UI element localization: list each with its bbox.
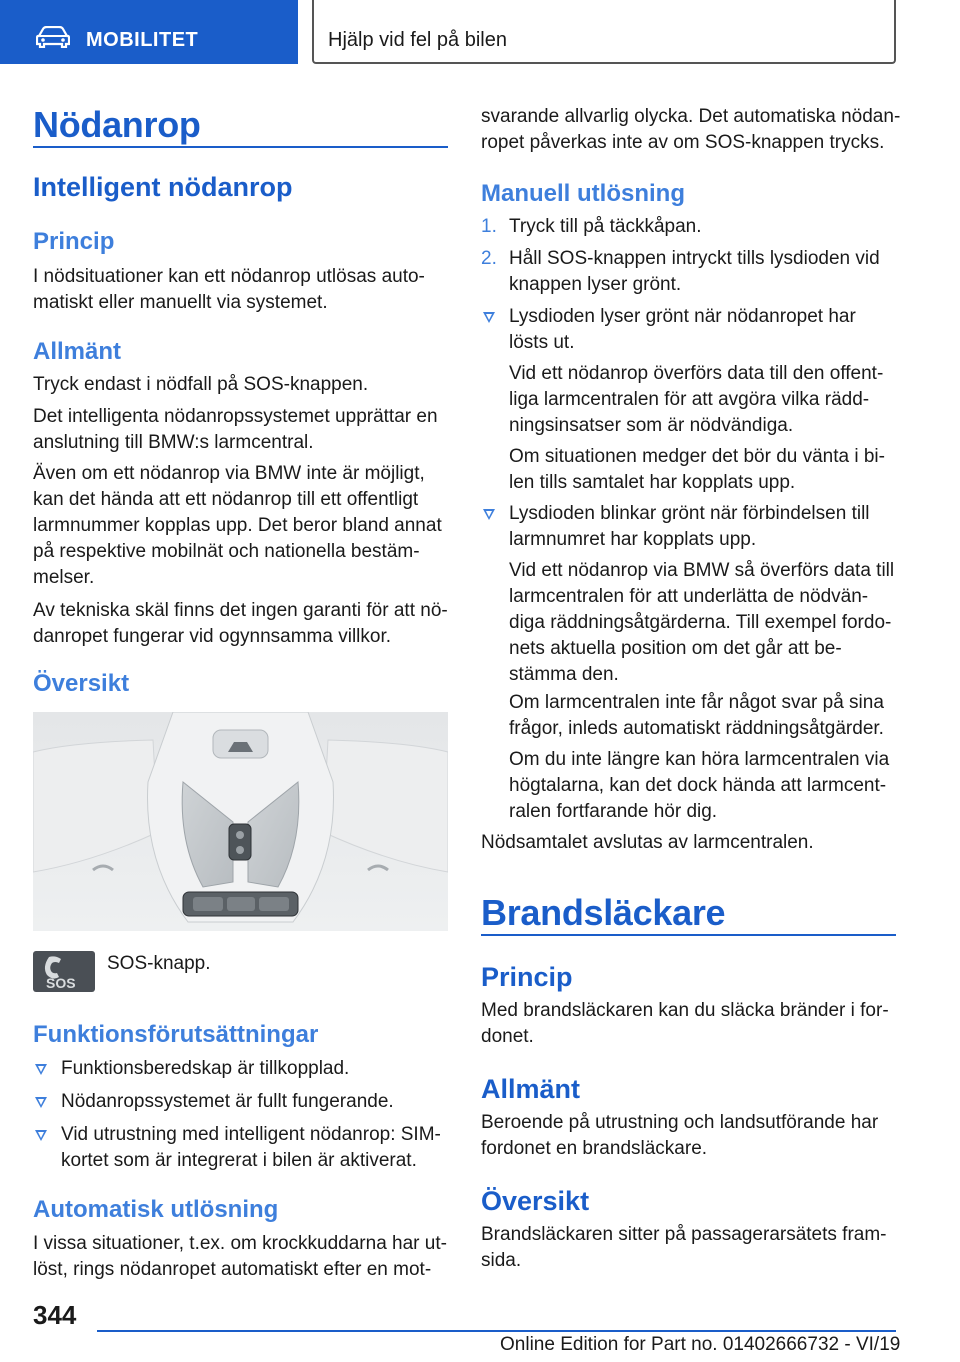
heading-funktionsforutsattningar: Funktionsförutsättningar (33, 1021, 319, 1048)
result-2-note-3: Om du inte längre kan höra larmcentralen via högtalarna, kan det dock hända att larmcent‐ ralen fortfarande hör dig. (509, 749, 890, 822)
sos-button-icon (33, 951, 95, 992)
sos-caption: SOS-knapp. (107, 953, 211, 974)
subtitle: Intelligent nödanrop (33, 172, 293, 202)
funk-item-1: Funktionsberedskap är tillkopplad. (61, 1058, 350, 1079)
heading-princip: Princip (33, 228, 115, 255)
heading-allmant: Allmänt (33, 338, 122, 365)
section-label: MOBILITET (86, 29, 199, 51)
edition-note: Online Edition for Part no. 01402666732 - VI/19 (500, 1334, 901, 1355)
section-tab[interactable] (0, 0, 298, 64)
chapter-title: Hjälp vid fel på bilen (328, 29, 507, 51)
page-title: Nödanrop (33, 104, 201, 145)
allmant-p2: Det intelligenta nödanropssystemet upprättar en anslutning till BMW:s larmcentral. (33, 406, 438, 453)
title-rule (33, 146, 448, 148)
step-number: 2. (481, 248, 497, 269)
bullet-triangle-icon (35, 1130, 47, 1141)
heading-b-oversikt: Översikt (481, 1186, 590, 1216)
car-icon (36, 26, 70, 48)
b-allmant-text: Beroende på utrustning och landsutförande har fordonet en brandsläckare. (481, 1112, 879, 1159)
result-2-note-2: Om larmcentralen inte får något svar på sina frågor, inleds automatiskt räddningsåtgärder. (509, 692, 884, 739)
heading-automatisk-utlosning: Automatisk utlösning (33, 1196, 279, 1223)
section-title-brandslackare: Brandsläckare (481, 892, 726, 933)
result-2-note-1: Vid ett nödanrop via BMW så överförs data till larmcentralen för att underlätta de nödvän‐ diga räddningsåtgärderna. Till exempel fordo‐ nets aktuella position om det går att be‐ stämma den. (509, 560, 895, 685)
overhead-console-illustration (33, 712, 448, 931)
allmant-p4: Av tekniska skäl finns det ingen garanti för att nö‐ danropet fungerar vid ogynnsamma villkor. (33, 600, 448, 647)
result-1-note-2: Om situationen medger det bör du vänta i bi‐ len tills samtalet har kopplats upp. (509, 446, 885, 493)
result-triangle-icon (483, 509, 495, 520)
funk-item-3: Vid utrustning med intelligent nödanrop: SIM- kortet som är integrerat i bilen är aktiverat. (61, 1124, 441, 1171)
svg-text:SOS: SOS (46, 975, 76, 991)
bullet-triangle-icon (35, 1097, 47, 1108)
auto-text-continued: svarande allvarlig olycka. Det automatiska nödan‐ ropet påverkas inte av om SOS-knappen trycks. (481, 106, 901, 153)
allmant-p3: Även om ett nödanrop via BMW inte är möjligt, kan det hända att ett nödanrop till ett offentligt larmnummer kopplas upp. Det beror bland annat på respektive mobilnät och nationella bestäm‐ melser. (33, 463, 442, 588)
b-princip-text: Med brandsläckaren kan du släcka bränder i for‐ donet. (481, 1000, 889, 1047)
heading-manuell-utlosning: Manuell utlösning (481, 180, 685, 207)
heading-b-princip: Princip (481, 962, 573, 992)
step-2-text: Håll SOS-knappen intryckt tills lysdioden vid knappen lyser grönt. (509, 248, 880, 295)
allmant-p1: Tryck endast i nödfall på SOS-knappen. (33, 374, 369, 395)
step-number: 1. (481, 216, 497, 237)
princip-text: I nödsituationer kan ett nödanrop utlösas auto‐ matiskt eller manuellt via systemet. (33, 266, 425, 313)
page-number: 344 (33, 1300, 77, 1330)
result-triangle-icon (483, 312, 495, 323)
result-1-text: Lysdioden lyser grönt när nödanropet har lösts ut. (509, 306, 856, 353)
chapter-header (312, 0, 896, 64)
overhead-console-image (33, 712, 448, 931)
funk-item-2: Nödanropssystemet är fullt fungerande. (61, 1091, 394, 1112)
auto-text: I vissa situationer, t.ex. om krockkuddarna har ut‐ löst, rings nödanropet automatiskt efter en mot‐ (33, 1233, 447, 1280)
heading-oversikt: Översikt (33, 670, 130, 697)
b-oversikt-text: Brandsläckaren sitter på passagerarsätets fram‐ sida. (481, 1224, 887, 1271)
result-1-note-1: Vid ett nödanrop överförs data till den offent‐ liga larmcentralen för att avgöra vilka rädd‐ ningsinsatser som är nödvändiga. (509, 363, 884, 436)
bullet-triangle-icon (35, 1064, 47, 1075)
heading-b-allmant: Allmänt (481, 1074, 581, 1104)
step-1-text: Tryck till på täckkåpan. (509, 216, 702, 237)
result-2-text: Lysdioden blinkar grönt när förbindelsen till larmnumret har kopplats upp. (509, 503, 870, 550)
footer-rule (97, 1330, 896, 1332)
end-text: Nödsamtalet avslutas av larmcentralen. (481, 832, 814, 853)
title-rule (481, 934, 896, 936)
